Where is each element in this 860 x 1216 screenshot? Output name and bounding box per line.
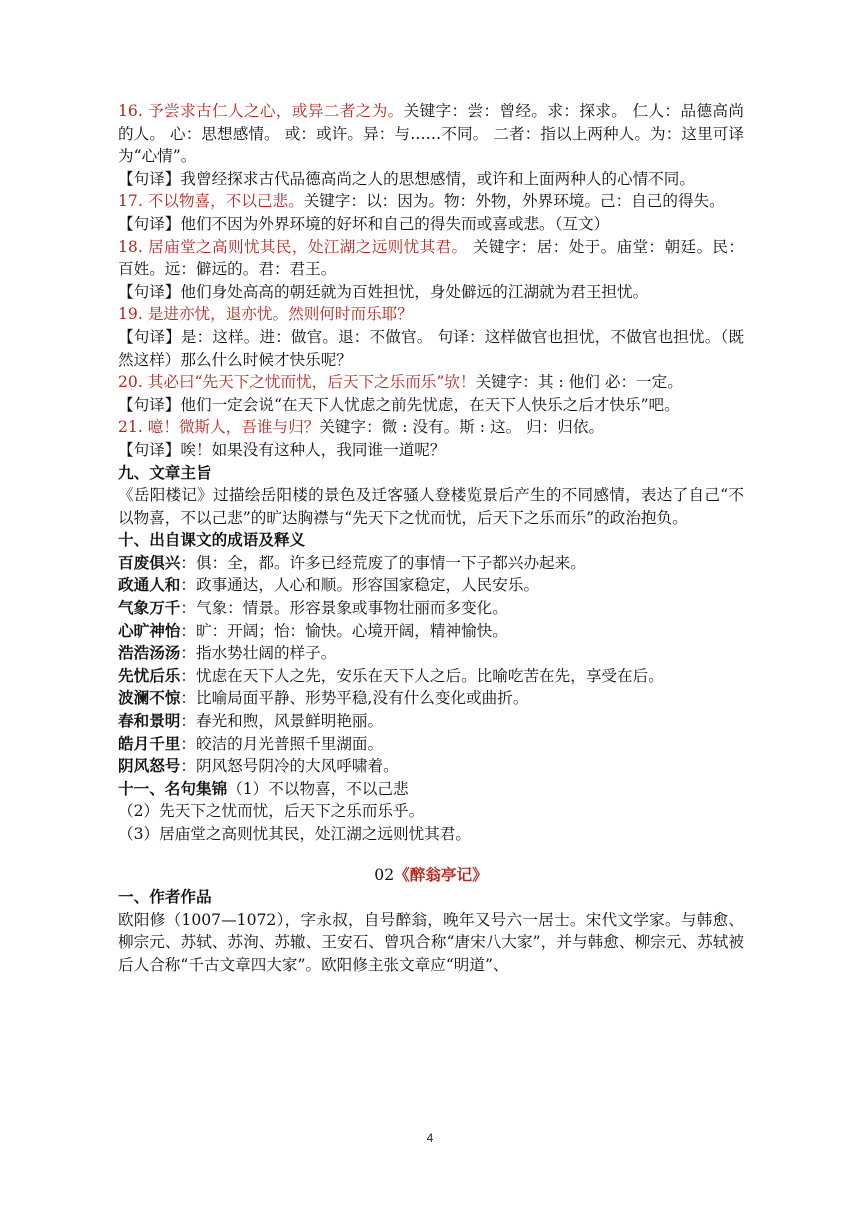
item-16-quote: 16. 予尝求古仁人之心，或异二者之为。 xyxy=(118,102,404,120)
item-20 xyxy=(118,371,744,394)
idiom-row xyxy=(118,552,744,575)
section-11 xyxy=(118,778,744,801)
document-page xyxy=(118,100,744,977)
author-heading: 一、作者作品 xyxy=(118,888,212,907)
item-17 xyxy=(118,190,744,213)
item-19-quote: 19. 是进亦忧，退亦忧。然则何时而乐耶？ xyxy=(118,305,413,324)
idiom-definition: ：气象：情景。形容景象或事物壮丽而多变化。 xyxy=(180,599,508,618)
idiom-term: 阴风怒号 xyxy=(118,757,181,776)
item-21-keywords: 关键字：微 : 没有。斯 : 这。 归：归依。 xyxy=(319,418,605,437)
idiom-term: 皓月千里 xyxy=(118,734,181,753)
idiom-definition: ：皎洁的月光普照千里湖面。 xyxy=(180,734,384,753)
idiom-term: 政通人和 xyxy=(118,576,181,595)
idiom-definition: ：忧虑在天下人之先，安乐在天下人之后。比喻吃苦在先，享受在后。 xyxy=(180,666,664,685)
item-20-keywords: 关键字：其 : 他们 必：一定。 xyxy=(475,373,683,392)
idiom-term: 百废俱兴 xyxy=(118,553,181,572)
item-17-translation: 【句译】他们不因为外界环境的好坏和自己的得失而或喜或悲。（互文） xyxy=(118,214,610,233)
idiom-term: 波澜不惊 xyxy=(118,689,181,708)
item-18-keywords: 关键字：居：处于。庙堂：朝廷。民：百姓。远：僻远的。君：君王。 xyxy=(118,237,744,279)
chapter-number: 02 xyxy=(374,865,395,884)
item-17-quote: 17. 不以物喜，不以己悲。 xyxy=(118,192,304,211)
idiom-definition: ：指水势壮阔的样子。 xyxy=(180,644,337,663)
item-17-keywords: 关键字：以：因为。物：外物，外界环境。己：自己的得失。 xyxy=(303,192,725,211)
section-9-heading: 九、文章主旨 xyxy=(118,463,212,482)
idiom-definition: ：旷：开阔；怡：愉快。心境开阔，精神愉快。 xyxy=(180,621,508,640)
idiom-term: 气象万千 xyxy=(118,599,181,618)
idiom-row xyxy=(118,597,744,620)
item-16-keywords: 关键字：尝：曾经。求：探求。 仁人：品德高尚的人。 心：思想感情。 或：或许。异：与……不同。 二者：指以上两种人。为：这里可译为“心情”。 xyxy=(118,102,744,166)
idiom-term: 先忧后乐 xyxy=(118,666,181,685)
idiom-definition: ：春光和煦，风景鲜明艳丽。 xyxy=(180,712,384,731)
item-21 xyxy=(118,416,744,439)
item-21-translation: 【句译】唉！如果没有这种人，我同谁一道呢？ xyxy=(118,440,446,459)
famous-line-1: （1）不以物喜，不以己悲 xyxy=(227,779,409,798)
author-body: 欧阳修（1007—1072），字永叔，自号醉翁，晚年又号六一居士。宋代文学家。与韩愈、柳宗元、苏轼、苏洵、苏辙、王安石、曾巩合称“唐宋八大家”，并与韩愈、柳宗元、苏轼被后人合称“千古文章四大家”。欧阳修主张文章应“明道”、 xyxy=(118,910,744,974)
section-10-heading: 十、出自课文的成语及释义 xyxy=(118,531,306,550)
idiom-row xyxy=(118,665,744,688)
item-18 xyxy=(118,236,744,281)
idiom-row xyxy=(118,687,744,710)
item-19-translation: 【句译】是：这样。进：做官。退：不做官。 句译：这样做官也担忧，不做官也担忧。（既然这样）那么什么时候才快乐呢？ xyxy=(118,327,744,369)
section-9-body: 《岳阳楼记》过描绘岳阳楼的景色及迁客骚人登楼览景后产生的不同感情，表达了自己“不以物喜，不以己悲”的旷达胸襟与“先天下之忧而忧，后天下之乐而乐”的政治抱负。 xyxy=(118,486,744,527)
item-18-quote: 18. 居庙堂之高则忧其民，处江湖之远则忧其君。 xyxy=(118,237,468,256)
idiom-row xyxy=(118,574,744,597)
idiom-term: 春和景明 xyxy=(118,712,181,731)
chapter-name: 《醉翁亭记》 xyxy=(394,865,488,884)
idiom-row xyxy=(118,733,744,756)
idiom-term: 心旷神怡 xyxy=(118,621,181,640)
idiom-row xyxy=(118,710,744,733)
idiom-term: 浩浩汤汤 xyxy=(118,644,181,663)
idiom-definition: ：政事通达，人心和顺。形容国家稳定，人民安乐。 xyxy=(180,576,540,595)
idiom-row xyxy=(118,620,744,643)
section-11-heading: 十一、名句集锦 xyxy=(118,779,228,798)
famous-line-3: （3）居庙堂之高则忧其民，处江湖之远则忧其君。 xyxy=(118,825,471,843)
item-16 xyxy=(118,100,744,168)
idiom-row xyxy=(118,755,744,778)
idiom-row xyxy=(118,642,744,665)
item-21-quote: 21. 噫！微斯人，吾谁与归？ xyxy=(118,418,320,437)
item-18-translation: 【句译】他们身处高高的朝廷就为百姓担忧，身处僻远的江湖就为君王担忧。 xyxy=(118,282,649,301)
idiom-definition: ：俱：全，都。许多已经荒废了的事情一下子都兴办起来。 xyxy=(180,553,586,572)
idiom-definition: ：比喻局面平静、形势平稳,没有什么变化或曲折。 xyxy=(180,689,529,708)
idiom-definition: ：阴风怒号阴冷的大风呼啸着。 xyxy=(180,757,399,776)
page-number: 4 xyxy=(426,1131,434,1145)
item-20-quote: 20. 其必曰“先天下之忧而忧，后天下之乐而乐”欤！ xyxy=(118,373,476,392)
item-20-translation: 【句译】他们一定会说“在天下人忧虑之前先忧虑，在天下人快乐之后才快乐”吧。 xyxy=(118,395,680,414)
item-16-translation: 【句译】我曾经探求古代品德高尚之人的思想感情，或许和上面两种人的心情不同。 xyxy=(118,169,695,188)
famous-line-2: （2）先天下之忧而忧，后天下之乐而乐乎。 xyxy=(118,802,425,821)
chapter-title xyxy=(118,864,744,887)
